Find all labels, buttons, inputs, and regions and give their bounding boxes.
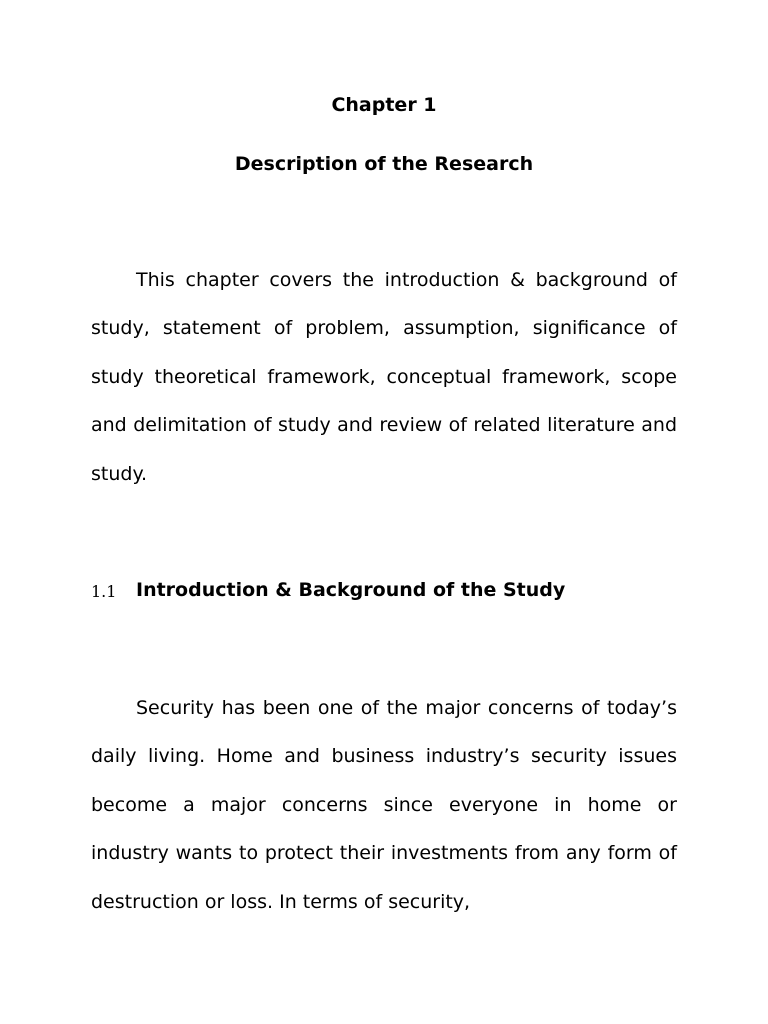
section-number: 1.1 <box>91 582 117 601</box>
intro-paragraph: This chapter covers the introduction & background of study, statement of problem, assumption, significance of study theoretical framework, conceptual framework, scope and delimitation of study and review of related literature and study. <box>91 269 677 485</box>
section-title: Introduction & Background of the Study <box>136 579 566 601</box>
chapter-subtitle: Description of the Research <box>234 153 534 175</box>
chapter-title: Chapter 1 <box>331 94 437 116</box>
section-heading <box>91 576 691 606</box>
section-paragraph: Security has been one of the major concerns of today’s daily living. Home and business industry’s security issues become a major concerns since everyone in home or industry wants to protect their investments from any form of destruction or loss. In terms of security, <box>91 697 677 913</box>
